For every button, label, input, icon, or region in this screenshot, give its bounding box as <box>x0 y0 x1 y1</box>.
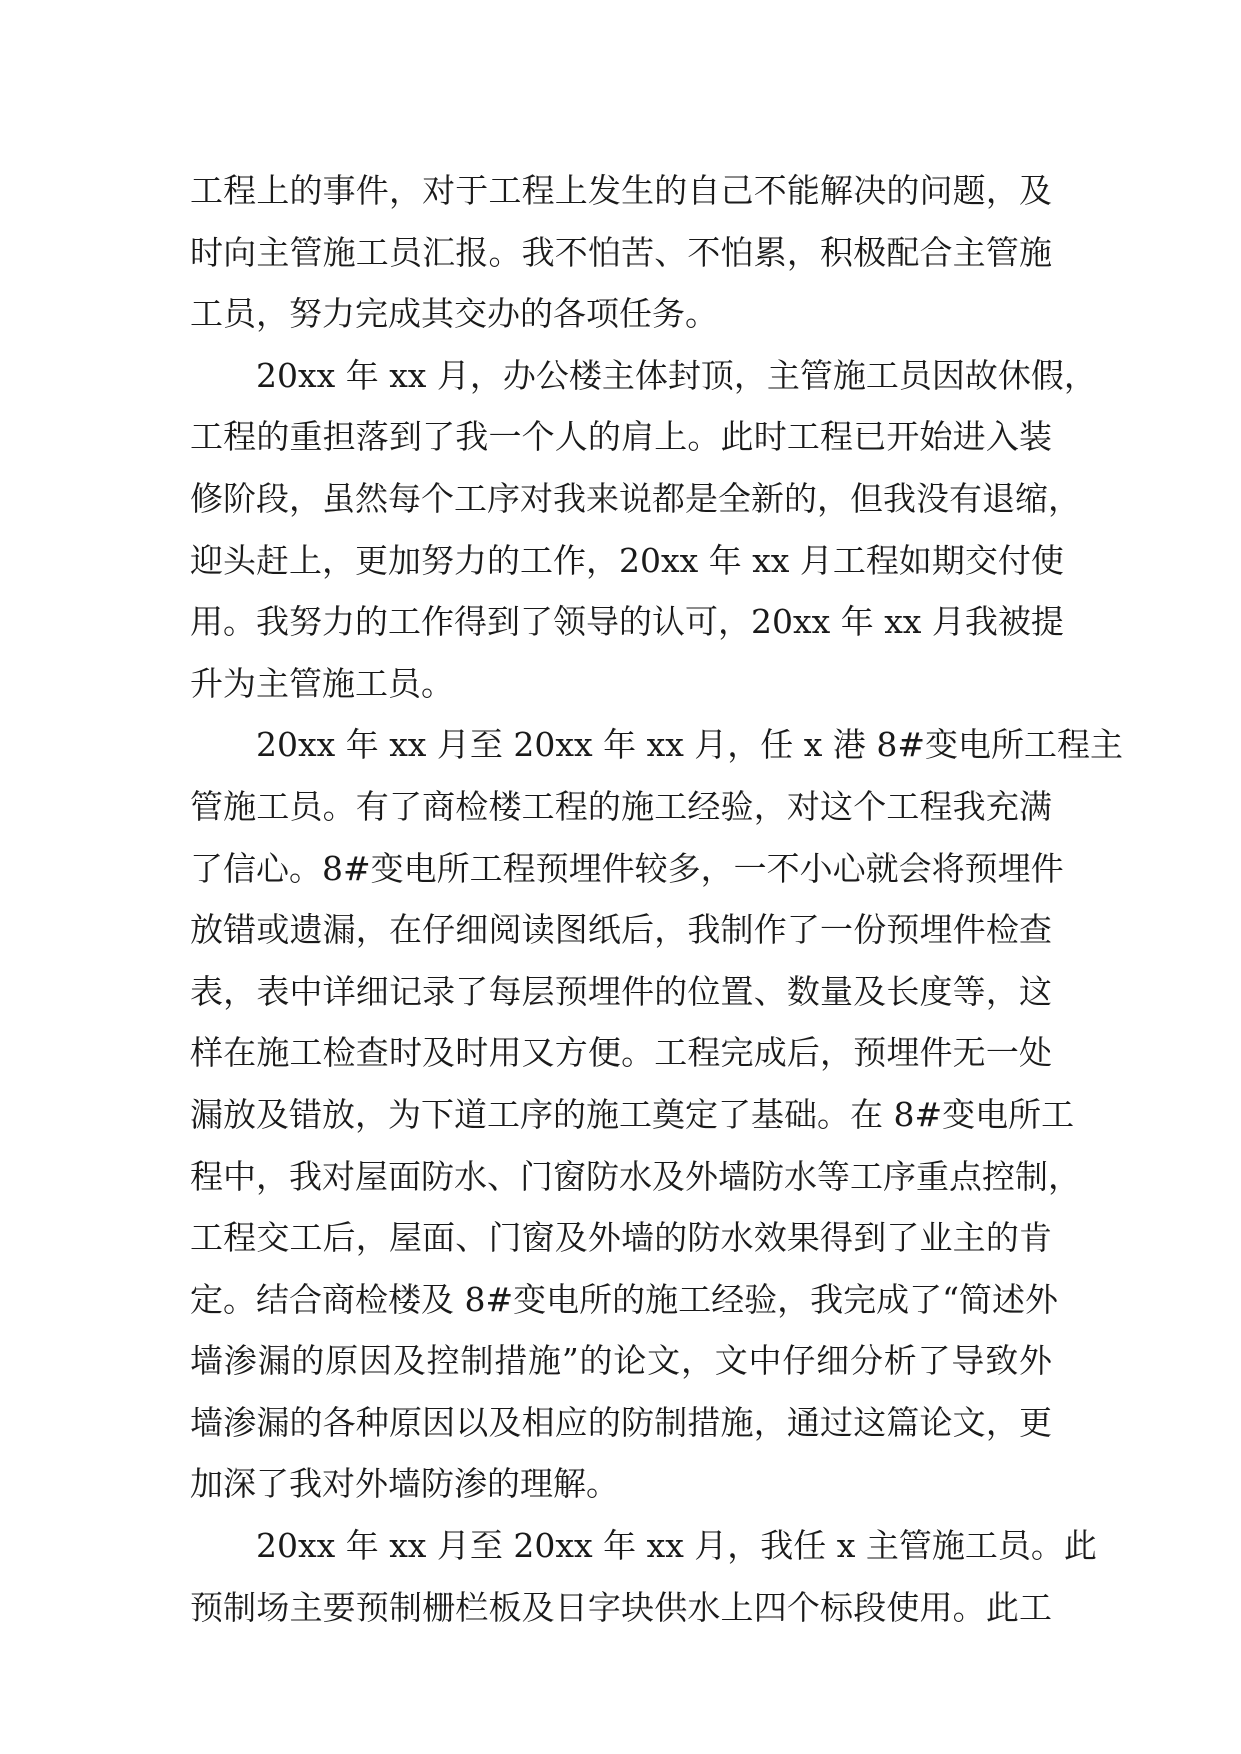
text-line: 墙渗漏的各种原因以及相应的防制措施，通过这篇论文，更 <box>190 1402 1052 1442</box>
text-line: 管施工员。有了商检楼工程的施工经验，对这个工程我充满 <box>190 786 1052 826</box>
text-line: 表，表中详细记录了每层预埋件的位置、数量及长度等，这 <box>190 971 1052 1011</box>
text-line: 预制场主要预制栅栏板及日字块供水上四个标段使用。此工 <box>190 1587 1052 1627</box>
text-line: 20xx 年 xx 月至 20xx 年 xx 月，任 x 港 8#变电所工程主 <box>256 725 1124 765</box>
text-line: 迎头赶上，更加努力的工作，20xx 年 xx 月工程如期交付使 <box>190 540 1064 580</box>
text-line: 墙渗漏的原因及控制措施”的论文，文中仔细分析了导致外 <box>190 1341 1052 1381</box>
text-line: 漏放及错放，为下道工序的施工奠定了基础。在 8#变电所工 <box>190 1094 1075 1134</box>
text-line: 工程的重担落到了我一个人的肩上。此时工程已开始进入装 <box>190 417 1052 457</box>
text-line: 工程上的事件，对于工程上发生的自己不能解决的问题，及 <box>190 171 1052 210</box>
text-line: 加深了我对外墙防渗的理解。 <box>190 1464 619 1504</box>
text-line: 用。我努力的工作得到了领导的认可，20xx 年 xx 月我被提 <box>190 602 1064 642</box>
text-line: 20xx 年 xx 月，办公楼主体封顶，主管施工员因故休假， <box>256 355 1097 395</box>
text-line: 放错或遗漏，在仔细阅读图纸后，我制作了一份预埋件检查 <box>190 910 1052 950</box>
text-line: 时向主管施工员汇报。我不怕苦、不怕累，积极配合主管施 <box>190 232 1052 272</box>
text-line: 了信心。8#变电所工程预埋件较多，一不小心就会将预埋件 <box>190 848 1064 888</box>
text-line: 样在施工检查时及时用又方便。工程完成后，预埋件无一处 <box>190 1033 1052 1073</box>
document-body <box>190 160 1124 1638</box>
text-line: 20xx 年 xx 月至 20xx 年 xx 月，我任 x 主管施工员。此 <box>256 1526 1097 1566</box>
text-line: 定。结合商检楼及 8#变电所的施工经验，我完成了“简述外 <box>190 1279 1059 1319</box>
text-line: 工员，努力完成其交办的各项任务。 <box>190 294 718 334</box>
text-line: 升为主管施工员。 <box>190 663 454 703</box>
text-line: 程中，我对屋面防水、门窗防水及外墙防水等工序重点控制， <box>190 1156 1081 1196</box>
text-line: 工程交工后，屋面、门窗及外墙的防水效果得到了业主的肯 <box>190 1218 1052 1258</box>
text-line: 修阶段，虽然每个工序对我来说都是全新的，但我没有退缩， <box>190 478 1081 518</box>
